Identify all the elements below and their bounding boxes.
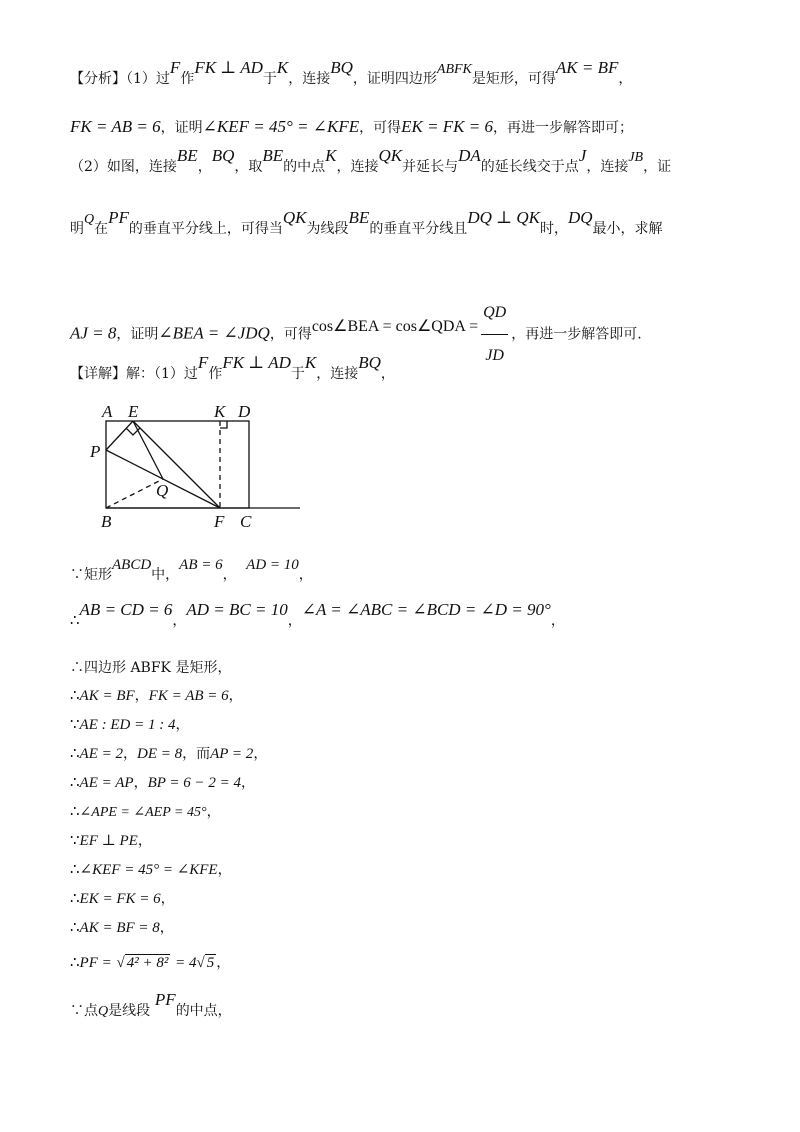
text: ， [550, 613, 565, 629]
detail-tag: 【详解】 [70, 366, 126, 382]
math-JB: JB [628, 150, 644, 165]
math-BQ: BQ [358, 353, 381, 372]
text: ，取 [234, 159, 263, 175]
analysis-line-2 [70, 117, 633, 138]
text: ∵矩形 [70, 567, 112, 583]
sqrt-radicand: 4² + 8² [126, 955, 169, 971]
math: PF = [79, 955, 112, 971]
math-K: K [304, 353, 317, 372]
text: ∵点 [70, 1003, 98, 1019]
text: 解：（1）过 [126, 366, 198, 382]
analysis-line-3: （2）如图，连接BE，BQ，取BE的中点K，连接QK并延长与DA的延长线交于点J，连接JB，证 [70, 146, 672, 175]
math: = 4 [175, 955, 197, 971]
step-6 [70, 743, 267, 764]
step-8 [70, 801, 221, 823]
text: ， [217, 862, 232, 878]
detail-line-1 [70, 353, 395, 384]
math: AE = AP [79, 775, 134, 791]
math-QK: QK [378, 146, 403, 165]
step-9 [70, 830, 152, 851]
math: FK = AB = 6 [148, 688, 229, 704]
math-fk-perp-ad: FK ⊥ AD [194, 58, 263, 77]
math-BE: BE [262, 146, 284, 165]
math: AE = 2 [79, 746, 123, 762]
text: ， [137, 833, 152, 849]
math: AK = BF = 8 [79, 920, 160, 936]
text: 的垂直平分线上，可得当 [128, 221, 283, 237]
math: AK = BF [79, 688, 135, 704]
text: 于 [262, 71, 277, 87]
text: 并延长与 [402, 159, 459, 175]
text: ， [253, 746, 268, 762]
math-BQ: BQ [211, 146, 235, 165]
therefore-symbol: ∴ [70, 889, 80, 907]
math: DE = 8 [137, 746, 183, 762]
segment-bq [106, 479, 163, 508]
math: AD = BC = 10 [186, 600, 288, 619]
label-D: D [238, 402, 251, 421]
math: EK = FK = 6 [79, 891, 161, 907]
step-5 [70, 714, 189, 735]
math-ek-fk-6: EK = FK = 6 [401, 117, 493, 136]
step-12 [70, 917, 174, 938]
math-fk-ab-6: FK = AB = 6 [70, 117, 161, 136]
text: （2）如图，连接 [70, 159, 177, 175]
sqrt-radicand: 5 [206, 955, 215, 971]
math-Q: Q [98, 1004, 109, 1019]
math-DQ: DQ [567, 208, 593, 227]
step-3: ∴四边形 ABFK 是矩形， [70, 660, 232, 676]
analysis-line-1 [70, 58, 633, 90]
text: 的垂直平分线且 [369, 221, 468, 237]
sqrt-sign: √ [116, 955, 125, 971]
text: ，连接 [288, 71, 331, 87]
text: ，可得 [269, 326, 312, 343]
math: ∠KEF = 45° = ∠KFE [79, 862, 218, 878]
right-angle-k [220, 421, 227, 428]
fraction-denominator: JD [485, 347, 504, 364]
segment-ef [133, 421, 220, 508]
text: ， [172, 613, 187, 629]
text: ， [206, 804, 221, 820]
label-F: F [214, 512, 225, 531]
math-J: J [578, 146, 587, 165]
label-E: E [128, 402, 139, 421]
math-BE: BE [176, 146, 198, 165]
therefore-symbol: ∴ [70, 773, 80, 791]
text: ，可得 [359, 120, 402, 136]
math: AP = 2 [210, 746, 254, 762]
math-ad-10: AD = 10 [246, 557, 299, 573]
math-F: F [197, 353, 209, 372]
math-F: F [169, 58, 181, 77]
step-14 [70, 990, 232, 1022]
text: ， [298, 567, 313, 583]
label-B: B [101, 512, 112, 531]
step-1 [70, 557, 313, 585]
step-10 [70, 859, 232, 880]
text: ， [133, 775, 148, 791]
math: ∠APE = ∠AEP = 45° [79, 805, 207, 820]
math-DA: DA [458, 146, 481, 165]
therefore-symbol: ∴ [70, 918, 80, 936]
therefore-symbol: ∴ [70, 744, 80, 762]
math: AE : ED = 1 : 4 [79, 717, 176, 733]
text: 作 [180, 71, 195, 87]
fraction [481, 292, 508, 377]
label-K: K [214, 402, 226, 421]
math-PF: PF [108, 208, 129, 227]
math: ∠A = ∠ABC = ∠BCD = ∠D = 90° [301, 600, 551, 619]
math-K: K [325, 146, 337, 165]
text: ， [222, 567, 237, 583]
math-bea-jdq: ∠BEA = ∠JDQ [158, 323, 270, 343]
step-13 [70, 952, 230, 973]
math-ab-6: AB = 6 [179, 557, 223, 573]
therefore-symbol: ∴ [70, 611, 80, 629]
fraction-numerator: QD [481, 292, 508, 335]
text: 的中点 [283, 159, 326, 175]
text: ，证明四边形 [352, 71, 437, 87]
because-symbol: ∵ [70, 831, 80, 849]
math-K: K [276, 58, 289, 77]
text: 是线段 [108, 1003, 151, 1019]
math-QK: QK [282, 208, 307, 227]
text: ，证 [643, 159, 672, 175]
text: 中， [151, 567, 180, 583]
text: ， [134, 688, 149, 704]
text: ， [618, 71, 633, 87]
text: ，再进一步解答即可. [511, 326, 642, 343]
rectangle-abcd [106, 421, 249, 508]
math-ABCD: ABCD [112, 557, 152, 573]
text: 的中点， [175, 1003, 232, 1019]
therefore-symbol: ∴ [70, 860, 80, 878]
text: ，证明 [116, 326, 159, 343]
step-11 [70, 888, 175, 909]
text: ， [240, 775, 255, 791]
math: EF ⊥ PE [79, 833, 138, 849]
text: （1）过 [126, 71, 170, 87]
text: 在 [94, 221, 109, 237]
text: 作 [208, 366, 223, 382]
text: ， [216, 955, 231, 971]
text: ， [175, 717, 190, 733]
text: 于 [290, 366, 305, 382]
label-Q: Q [156, 481, 169, 500]
math-aj-8: AJ = 8 [70, 323, 117, 343]
text: ， [287, 613, 302, 629]
segment-pe [106, 421, 133, 450]
text: ， [123, 746, 137, 762]
step-2 [70, 600, 565, 631]
text: ，连接 [336, 159, 379, 175]
math-dq-perp-qk: DQ ⊥ QK [467, 208, 540, 227]
text: ，连接 [586, 159, 629, 175]
math-ak-eq-bf: AK = BF [555, 58, 619, 77]
label-P: P [90, 442, 101, 461]
analysis-tag: 【分析】 [70, 71, 126, 87]
math-Q: Q [84, 212, 95, 227]
math-BE: BE [348, 208, 370, 227]
math-PF: PF [154, 990, 176, 1009]
label-A: A [102, 402, 113, 421]
text: 明 [70, 221, 84, 237]
therefore-symbol: ∴ [70, 802, 80, 820]
text: ， [380, 366, 395, 382]
text: ，而 [182, 746, 211, 762]
therefore-symbol: ∴ [70, 686, 80, 704]
sqrt-sign: √ [196, 955, 205, 971]
text: 时， [539, 221, 568, 237]
text: 的延长线交于点 [480, 159, 579, 175]
text: 最小，求解 [592, 221, 663, 237]
analysis-line-4 [70, 208, 663, 240]
because-symbol: ∵ [70, 715, 80, 733]
step-4 [70, 685, 243, 706]
math-fk-perp-ad: FK ⊥ AD [222, 353, 291, 372]
text: ， [228, 688, 243, 704]
text: ， [159, 920, 174, 936]
text: ， [160, 891, 175, 907]
label-C: C [240, 512, 252, 531]
text: 是矩形，可得 [471, 71, 556, 87]
text: ，连接 [316, 366, 359, 382]
text: ，证明 [160, 120, 203, 136]
math-kef-45: ∠KEF = 45° = ∠KFE [202, 117, 360, 136]
text: ，再进一步解答即可； [492, 120, 633, 136]
math: BP = 6 − 2 = 4 [147, 775, 241, 791]
therefore-symbol: ∴ [70, 953, 80, 971]
math-ABFK: ABFK [436, 62, 472, 77]
math-BQ: BQ [330, 58, 353, 77]
math-cos-expr: cos∠BEA = cos∠QDA = [311, 317, 479, 335]
text: 为线段 [306, 221, 349, 237]
math: AB = CD = 6 [79, 600, 173, 619]
step-7 [70, 772, 255, 793]
geometry-figure [88, 395, 318, 535]
